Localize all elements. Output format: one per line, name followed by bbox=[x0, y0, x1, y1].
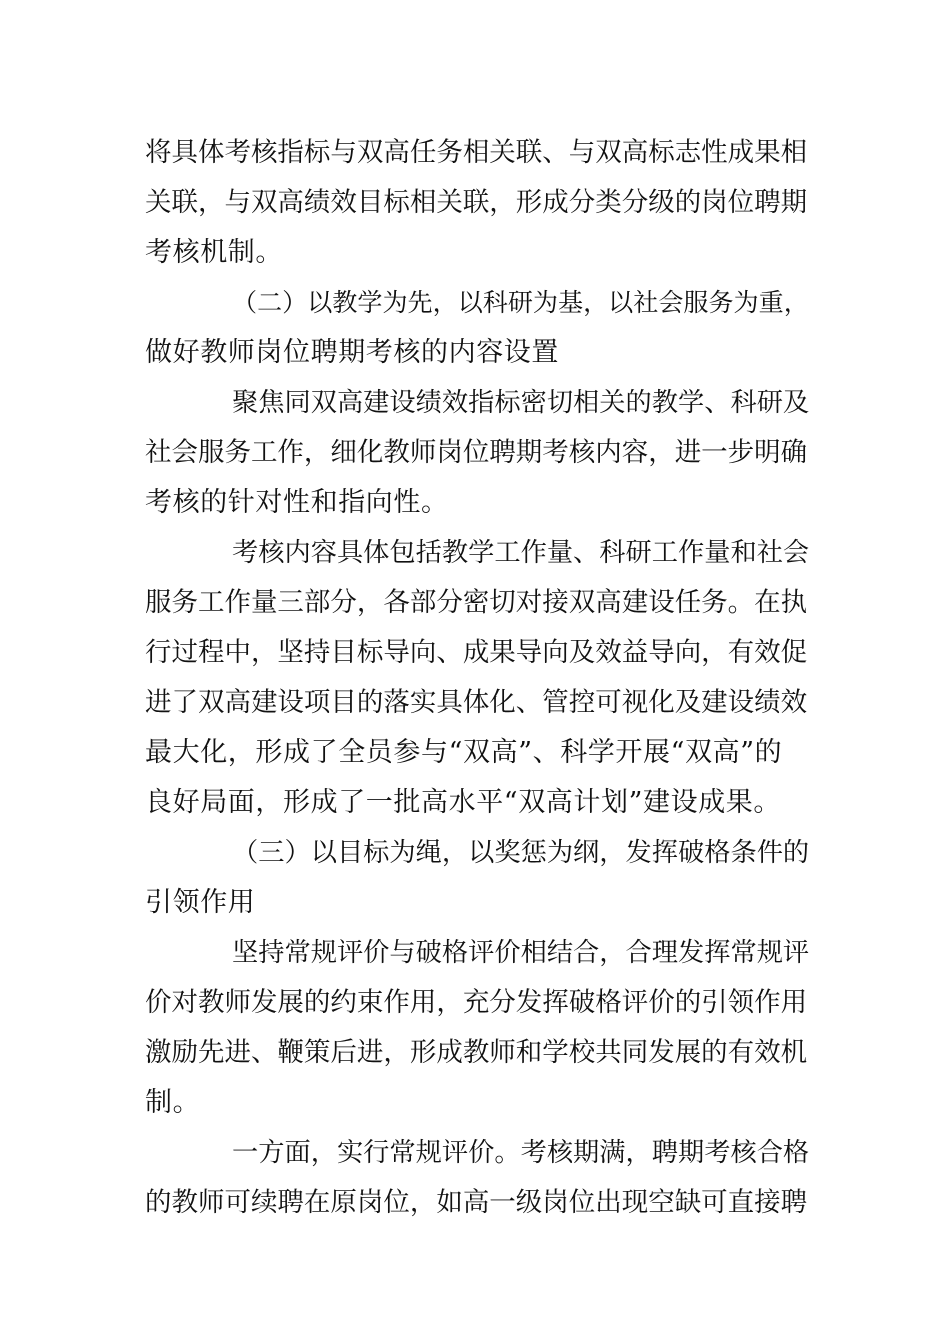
section-heading-line: 引领作用 bbox=[145, 887, 256, 918]
text-line: 关联，与双高绩效目标相关联，形成分类分级的岗位聘期 bbox=[145, 187, 808, 218]
text-line: 坚持常规评价与破格评价相结合，合理发挥常规评 bbox=[232, 938, 810, 968]
text-line: 考核的针对性和指向性。 bbox=[145, 487, 449, 518]
text-line: 进了双高建设项目的落实具体化、管控可视化及建设绩效 bbox=[145, 687, 808, 718]
text-line: 最大化，形成了全员参与“双高”、科学开展“双高”的 bbox=[145, 737, 783, 768]
section-heading-line: 做好教师岗位聘期考核的内容设置 bbox=[145, 337, 559, 368]
text-line: 行过程中，坚持目标导向、成果导向及效益导向，有效促 bbox=[145, 637, 808, 668]
section-heading-line: （三）以目标为绳，以奖惩为纲，发挥破格条件的 bbox=[232, 838, 810, 868]
text-line: 将具体考核指标与双高任务相关联、与双高标志性成果相 bbox=[145, 137, 808, 168]
text-line: 激励先进、鞭策后进，形成教师和学校共同发展的有效机 bbox=[145, 1037, 808, 1068]
text-line: 社会服务工作，细化教师岗位聘期考核内容，进一步明确 bbox=[145, 437, 808, 468]
text-line: 考核机制。 bbox=[145, 237, 283, 268]
text-line: 聚焦同双高建设绩效指标密切相关的教学、科研及 bbox=[232, 388, 810, 418]
section-heading-line: （二）以教学为先，以科研为基，以社会服务为重， bbox=[232, 288, 809, 317]
text-line: 良好局面，形成了一批高水平“双高计划”建设成果。 bbox=[145, 787, 782, 818]
text-line: 价对教师发展的约束作用，充分发挥破格评价的引领作用 bbox=[145, 987, 808, 1018]
text-line: 服务工作量三部分，各部分密切对接双高建设任务。在执 bbox=[145, 587, 808, 618]
text-line: 制。 bbox=[145, 1087, 201, 1118]
text-line: 考核内容具体包括教学工作量、科研工作量和社会 bbox=[232, 538, 810, 568]
text-line: 的教师可续聘在原岗位，如高一级岗位出现空缺可直接聘 bbox=[145, 1187, 808, 1218]
text-line: 一方面，实行常规评价。考核期满，聘期考核合格 bbox=[232, 1138, 810, 1168]
